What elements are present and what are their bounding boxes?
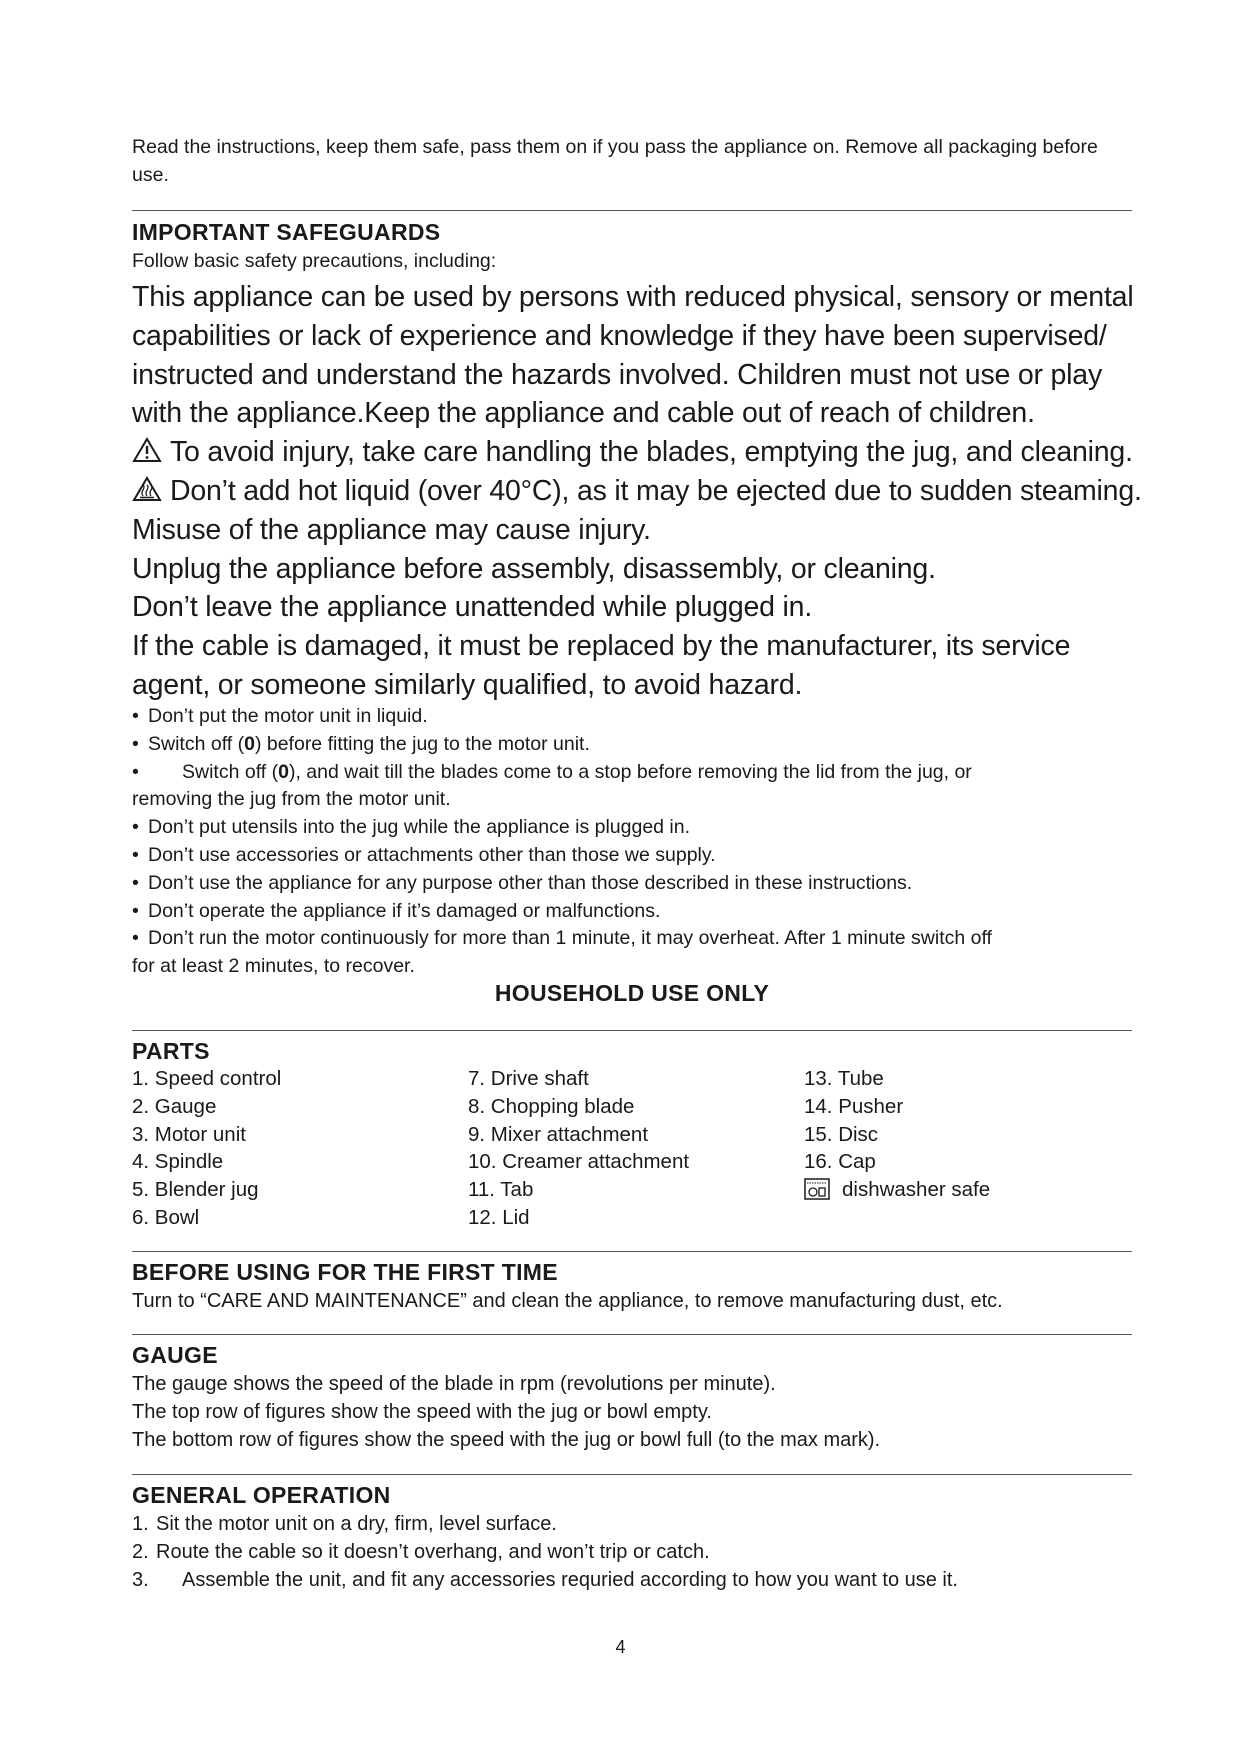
- parts-column: [804, 1065, 990, 1204]
- divider: [132, 1334, 1132, 1335]
- gauge-line: The gauge shows the speed of the blade in rpm (revolutions per minute).: [132, 1373, 776, 1395]
- warning-text: Don’t add hot liquid (over 40°C), as it may be ejected due to sudden steaming.: [170, 474, 1142, 507]
- text-segment: Switch off (: [182, 760, 279, 783]
- part-item: 6. Bowl: [132, 1205, 200, 1229]
- list-item: [132, 731, 1142, 759]
- large-line: Unplug the appliance before assembly, disassembly, or cleaning.: [132, 552, 936, 585]
- safeguards-heading: IMPORTANT SAFEGUARDS: [132, 219, 441, 245]
- switch-off-symbol: 0: [278, 760, 289, 783]
- bullet: •: [132, 899, 139, 922]
- list-item-text: Don’t use accessories or attachments other than those we supply.: [148, 843, 716, 866]
- list-item: [132, 925, 1142, 953]
- part-item: 16. Cap: [804, 1150, 876, 1174]
- step-number: 1.: [132, 1513, 149, 1535]
- dishwasher-safe-item: [804, 1176, 990, 1204]
- page-number: 4: [615, 1637, 626, 1657]
- divider: [132, 1030, 1132, 1031]
- large-line: Misuse of the appliance may cause injury.: [132, 513, 651, 546]
- dishwasher-safe-icon: [804, 1178, 830, 1200]
- step-number: 3.: [132, 1569, 149, 1591]
- list-item-continuation: for at least 2 minutes, to recover.: [132, 955, 415, 978]
- step-number: 2.: [132, 1541, 149, 1563]
- bullet: •: [132, 843, 139, 866]
- step-text: Sit the motor unit on a dry, firm, level surface.: [156, 1513, 557, 1535]
- intro-text: Read the instructions, keep them safe, pass them on if you pass the appliance on. Remove all packaging before use.: [132, 136, 1098, 186]
- list-item-text: Don’t operate the appliance if it’s damaged or malfunctions.: [148, 899, 661, 922]
- large-line: This appliance can be used by persons with reduced physical, sensory or mental: [132, 281, 1134, 313]
- parts-column: [468, 1065, 689, 1232]
- list-item: [132, 759, 1142, 787]
- divider: [132, 1251, 1132, 1252]
- list-item-text: [148, 731, 590, 759]
- safeguards-bullet-list: [132, 703, 1142, 981]
- gauge-heading: GAUGE: [132, 1342, 218, 1368]
- bullet: •: [132, 732, 139, 755]
- before-first-use-heading: BEFORE USING FOR THE FIRST TIME: [132, 1259, 558, 1285]
- divider: [132, 210, 1132, 211]
- part-item: 11. Tab: [468, 1178, 534, 1202]
- gauge-line: The bottom row of figures show the speed with the jug or bowl full (to the max mark).: [132, 1429, 881, 1451]
- list-item: [132, 814, 1142, 842]
- part-item: 2. Gauge: [132, 1094, 217, 1118]
- general-operation-steps: [132, 1510, 958, 1594]
- bullet: •: [132, 927, 139, 950]
- part-item: 13. Tube: [804, 1067, 884, 1090]
- parts-column: [132, 1065, 281, 1232]
- warning-line-blades: [132, 433, 1142, 472]
- large-line: If the cable is damaged, it must be replaced by the manufacturer, its service: [132, 630, 1071, 663]
- part-item: 7. Drive shaft: [468, 1067, 589, 1090]
- list-item: [132, 898, 1142, 926]
- divider: [132, 1474, 1132, 1475]
- part-item: 9. Mixer attachment: [468, 1122, 649, 1146]
- list-item-text: [182, 759, 972, 787]
- general-operation-heading: GENERAL OPERATION: [132, 1482, 391, 1508]
- warning-line-hot: [132, 472, 1142, 511]
- list-item-text: Don’t put utensils into the jug while the appliance is plugged in.: [148, 816, 691, 839]
- part-item: 4. Spindle: [132, 1150, 224, 1174]
- gauge-line: The top row of figures show the speed with the jug or bowl empty.: [132, 1401, 712, 1423]
- large-line: Don’t leave the appliance unattended while plugged in.: [132, 591, 813, 624]
- large-line: capabilities or lack of experience and knowledge if they have been supervised/: [132, 319, 1107, 352]
- bullet: •: [132, 705, 139, 727]
- large-line: with the appliance.Keep the appliance and cable out of reach of children.: [132, 397, 1035, 430]
- before-first-use-text: Turn to “CARE AND MAINTENANCE” and clean the appliance, to remove manufacturing dust, etc.: [132, 1290, 1003, 1312]
- gauge-text: [132, 1370, 880, 1454]
- step-item: [132, 1566, 958, 1594]
- parts-heading: PARTS: [132, 1038, 210, 1064]
- part-item: 15. Disc: [804, 1122, 879, 1146]
- part-item: 12. Lid: [468, 1205, 530, 1229]
- step-item: [132, 1538, 958, 1566]
- step-text: Route the cable so it doesn’t overhang, and won’t trip or catch.: [156, 1541, 710, 1563]
- dishwasher-safe-label: dishwasher safe: [842, 1178, 991, 1202]
- list-item: [132, 870, 1142, 898]
- step-text: Assemble the unit, and fit any accessories requried according to how you want to use it.: [182, 1569, 958, 1591]
- warning-triangle-icon: [132, 436, 162, 464]
- bullet: •: [132, 871, 139, 894]
- switch-off-symbol: 0: [244, 732, 255, 755]
- part-item: 14. Pusher: [804, 1094, 904, 1118]
- bullet: •: [132, 760, 139, 783]
- hot-surface-warning-icon: [132, 475, 162, 503]
- part-item: 5. Blender jug: [132, 1178, 259, 1202]
- part-item: 10. Creamer attachment: [468, 1150, 690, 1174]
- household-use-only: HOUSEHOLD USE ONLY: [494, 980, 770, 1006]
- part-item: 8. Chopping blade: [468, 1094, 635, 1118]
- warning-text: To avoid injury, take care handling the blades, emptying the jug, and cleaning.: [170, 436, 1133, 469]
- bullet: •: [132, 816, 139, 839]
- list-item-text: Don’t put the motor unit in liquid.: [148, 705, 428, 727]
- part-item: 3. Motor unit: [132, 1122, 246, 1146]
- part-item: 1. Speed control: [132, 1067, 282, 1090]
- safeguards-subtitle: Follow basic safety precautions, including:: [132, 250, 497, 272]
- safeguards-large-text: [132, 278, 1142, 705]
- large-line: instructed and understand the hazards involved. Children must not use or play: [132, 358, 1103, 391]
- list-item-text: Don’t run the motor continuously for more than 1 minute, it may overheat. After 1 minute switch off: [148, 927, 992, 950]
- large-line: agent, or someone similarly qualified, to avoid hazard.: [132, 668, 803, 701]
- list-item-continuation: removing the jug from the motor unit.: [132, 788, 451, 811]
- list-item: [132, 842, 1142, 870]
- text-segment: Switch off (: [148, 732, 245, 755]
- text-segment: ) before fitting the jug to the motor unit.: [254, 732, 590, 755]
- list-item-text: Don’t use the appliance for any purpose other than those described in these instructions.: [148, 871, 913, 894]
- text-segment: ), and wait till the blades come to a stop before removing the lid from the jug, or: [288, 760, 972, 783]
- step-item: [132, 1510, 958, 1538]
- list-item: [132, 703, 1142, 731]
